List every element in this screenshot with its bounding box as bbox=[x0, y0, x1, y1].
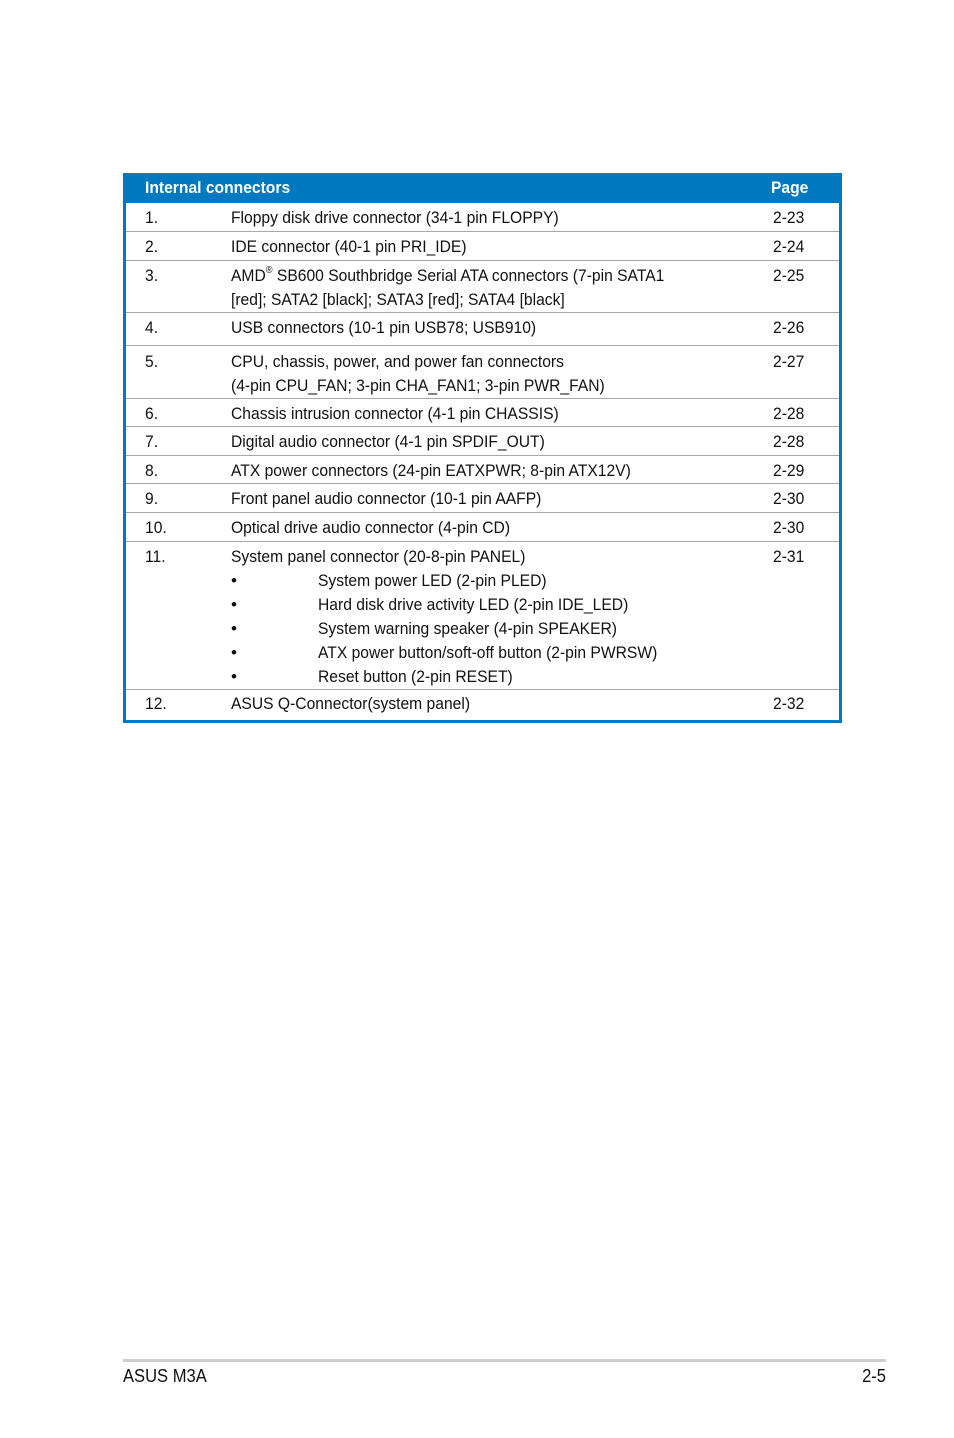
row-number: 8. bbox=[145, 461, 159, 480]
row-description-line: (4-pin CPU_FAN; 3-pin CHA_FAN1; 3-pin PWR_FAN) bbox=[231, 376, 605, 395]
row-description-line: ASUS Q-Connector(system panel) bbox=[231, 694, 471, 713]
row-number: 3. bbox=[145, 266, 159, 285]
row-page: 2-29 bbox=[773, 461, 805, 480]
row-number: 7. bbox=[145, 432, 159, 451]
row-description bbox=[231, 235, 751, 259]
table-row bbox=[126, 513, 839, 542]
row-number: 10. bbox=[145, 518, 167, 537]
row-page: 2-28 bbox=[773, 432, 805, 451]
row-description-line: System panel connector (20-8-pin PANEL) bbox=[231, 547, 526, 566]
list-item bbox=[231, 593, 751, 617]
amd-brand: AMD bbox=[231, 266, 266, 285]
row-description bbox=[231, 545, 751, 689]
row-description bbox=[231, 402, 751, 426]
row-description bbox=[231, 692, 751, 716]
table-row bbox=[126, 399, 839, 427]
bullet: • bbox=[231, 595, 237, 614]
list-item bbox=[231, 617, 751, 641]
row-description bbox=[231, 459, 751, 483]
row-description bbox=[231, 516, 751, 540]
list-item-text: Reset button (2-pin RESET) bbox=[318, 667, 513, 686]
row-page: 2-24 bbox=[773, 237, 805, 256]
row-description bbox=[231, 316, 751, 340]
list-item-text: ATX power button/soft-off button (2-pin PWRSW) bbox=[318, 643, 658, 662]
row-page: 2-28 bbox=[773, 404, 805, 423]
row-description bbox=[231, 430, 751, 454]
row-page: 2-26 bbox=[773, 318, 805, 337]
row-description-line: Optical drive audio connector (4-pin CD) bbox=[231, 518, 511, 537]
row-description bbox=[231, 264, 751, 312]
table-row bbox=[126, 542, 839, 690]
row-page: 2-27 bbox=[773, 352, 805, 371]
row-number: 11. bbox=[145, 547, 166, 566]
row-description-line bbox=[231, 264, 709, 288]
bullet: • bbox=[231, 571, 237, 590]
row-description-line: Floppy disk drive connector (34-1 pin FLOPPY) bbox=[231, 208, 559, 227]
bullet: • bbox=[231, 643, 237, 662]
table-row bbox=[126, 232, 839, 261]
row-number: 12. bbox=[145, 694, 167, 713]
row-page: 2-32 bbox=[773, 694, 805, 713]
bullet: • bbox=[231, 667, 237, 686]
header-page: Page bbox=[771, 178, 809, 197]
row-number: 5. bbox=[145, 352, 159, 371]
row-description-line: IDE connector (40-1 pin PRI_IDE) bbox=[231, 237, 467, 256]
internal-connectors-table bbox=[123, 173, 842, 723]
row-description-line: USB connectors (10-1 pin USB78; USB910) bbox=[231, 318, 537, 337]
row-number: 9. bbox=[145, 489, 159, 508]
row-page: 2-25 bbox=[773, 266, 805, 285]
header-title: Internal connectors bbox=[145, 178, 291, 197]
row-description-line: [red]; SATA2 [black]; SATA3 [red]; SATA4 [black] bbox=[231, 290, 565, 309]
row-description-line: Digital audio connector (4-1 pin SPDIF_OUT) bbox=[231, 432, 545, 451]
row-number: 6. bbox=[145, 404, 159, 423]
table-row bbox=[126, 203, 839, 232]
table-row bbox=[126, 427, 839, 456]
table-row bbox=[126, 484, 839, 513]
table-row bbox=[126, 346, 839, 399]
list-item bbox=[231, 569, 751, 593]
row-description-line: Chassis intrusion connector (4-1 pin CHASSIS) bbox=[231, 404, 559, 423]
row-description bbox=[231, 487, 751, 511]
footer-divider bbox=[123, 1359, 886, 1362]
row-number: 4. bbox=[145, 318, 159, 337]
table-row bbox=[126, 261, 839, 313]
table-header bbox=[126, 173, 839, 203]
list-item-text: Hard disk drive activity LED (2-pin IDE_LED) bbox=[318, 595, 629, 614]
row-number: 2. bbox=[145, 237, 159, 256]
row-page: 2-23 bbox=[773, 208, 805, 227]
list-item-text: System warning speaker (4-pin SPEAKER) bbox=[318, 619, 618, 638]
bullet: • bbox=[231, 619, 237, 638]
row-description-line: ATX power connectors (24-pin EATXPWR; 8-pin ATX12V) bbox=[231, 461, 631, 480]
footer-product-name: ASUS M3A bbox=[123, 1366, 207, 1386]
row-number: 1. bbox=[145, 208, 159, 227]
list-item bbox=[231, 665, 751, 689]
registered-mark: ® bbox=[265, 265, 273, 276]
row-page: 2-31 bbox=[773, 547, 805, 566]
row-page: 2-30 bbox=[773, 518, 805, 537]
row-description-rest: SB600 Southbridge Serial ATA connectors (7-pin SATA1 bbox=[272, 266, 665, 285]
table-row bbox=[126, 456, 839, 484]
list-item-text: System power LED (2-pin PLED) bbox=[318, 571, 547, 590]
list-item bbox=[231, 641, 751, 665]
row-description-line: Front panel audio connector (10-1 pin AAFP) bbox=[231, 489, 542, 508]
row-description-line: CPU, chassis, power, and power fan connectors bbox=[231, 352, 564, 371]
footer-page-number: 2-5 bbox=[862, 1366, 886, 1386]
table-row bbox=[126, 313, 839, 346]
table-row bbox=[126, 690, 839, 720]
row-page: 2-30 bbox=[773, 489, 805, 508]
row-description bbox=[231, 206, 751, 230]
row-description bbox=[231, 350, 751, 398]
